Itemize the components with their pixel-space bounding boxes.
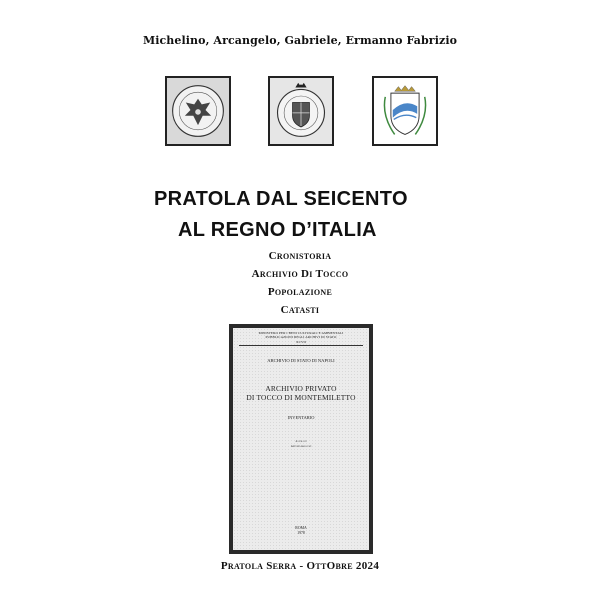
cover-header	[233, 331, 369, 344]
cover-place-line: 1978	[297, 531, 305, 535]
cover-title-line: ARCHIVIO PRIVATO	[265, 384, 337, 393]
cover-header-line: MINISTERO PER I BENI CULTURALI E AMBIENTALI	[258, 331, 344, 335]
eagle-seal-icon	[165, 76, 231, 146]
cover-title-line: DI TOCCO DI MONTEMILETTO	[246, 393, 356, 402]
topic-catasti: Catasti	[280, 304, 320, 316]
topic-cronistoria: Cronistoria	[268, 250, 332, 262]
authors-line: Michelino, Arcangelo, Gabriele, Ermanno Fabrizio	[142, 34, 458, 47]
comune-coat-of-arms-icon	[372, 76, 438, 146]
cover-curator-line: Antonio Allocati	[290, 444, 312, 448]
inventory-cover-image	[229, 324, 373, 554]
crowned-shield-seal-icon	[268, 76, 334, 146]
cover-archive: ARCHIVIO DI STATO DI NAPOLI	[267, 358, 335, 363]
cover-place	[233, 526, 369, 536]
book-title-line1: PRATOLA DAL SEICENTO	[154, 188, 408, 210]
footer-place-date: Pratola Serra - OttObre 2024	[220, 560, 380, 572]
book-title-line2: AL REGNO D’ITALIA	[178, 219, 377, 241]
cover-subtitle: INVENTARIO	[287, 415, 315, 420]
topic-popolazione: Popolazione	[267, 286, 333, 298]
cover-curator-line: A cura di	[295, 440, 307, 443]
cover-curator	[233, 440, 369, 449]
cover-rule	[239, 345, 363, 346]
topic-archivio: Archivio Di Tocco	[251, 268, 349, 280]
cover-header-line: XCVII	[296, 339, 306, 344]
cover-place-line: ROMA	[295, 526, 307, 530]
cover-title	[233, 384, 369, 402]
cover-header-line: PUBBLICAZIONI DEGLI ARCHIVI DI STATO	[265, 335, 337, 340]
